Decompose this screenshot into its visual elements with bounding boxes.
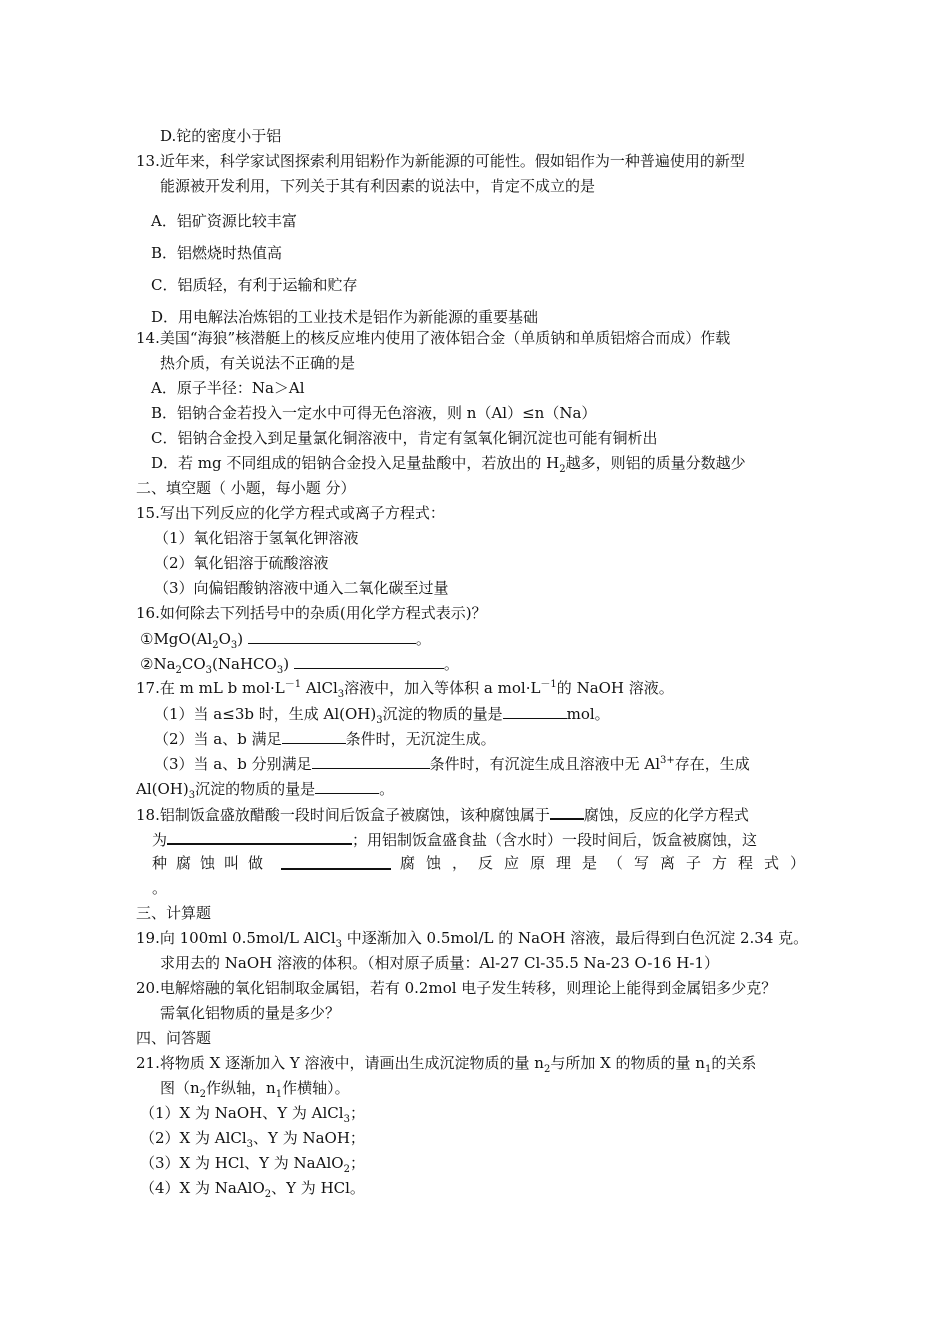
q20-line1: 20.电解熔融的氧化铝制取金属铝，若有 0.2mol 电子发生转移，则理论上能得到金属铝多少克？ [136,979,777,997]
q13-stem-line1: 13.近年来，科学家试图探索利用铝粉作为新能源的可能性。假如铝作为一种普遍使用的新型 [136,152,745,170]
q14-stem-line2: 热介质，有关说法不正确的是 [160,354,356,372]
section-fill-in-heading: 二、填空题（ 小题，每小题 分） [136,479,356,497]
q14-option-c: C．铝钠合金投入到足量氯化铜溶液中，肯定有氢氧化铜沉淀也可能有铜析出 [151,429,658,447]
q21-item-3: （3）X 为 HCl、Y 为 NaAlO$_2$； [140,1154,365,1175]
q15-item-3: （3）向偏铝酸钠溶液中通入二氧化碳至过量 [154,579,449,597]
q18-blank-3[interactable] [281,853,391,870]
q13-option-c: C．铝质轻，有利于运输和贮存 [151,276,358,294]
q21-line1: 21.将物质 X 逐渐加入 Y 溶液中，请画出生成沉淀物质的量 $n_2$与所加 X 的物质的量 $n_1$的关系 [136,1054,757,1075]
q17-blank-4[interactable] [315,778,379,794]
q14-option-d: D．若 mg 不同组成的铝钠合金投入足量盐酸中，若放出的 $H_2$越多，则铝的质量分数越少 [151,454,746,475]
q17-blank-2[interactable] [282,728,346,744]
q21-line2: 图（$n_2$作纵轴，$n_1$作横轴）。 [160,1079,350,1100]
q15-item-2: （2）氧化铝溶于硫酸溶液 [154,554,329,572]
q18-blank-2[interactable] [167,828,352,845]
q16-blank-2[interactable] [294,653,444,669]
q21-item-4: （4）X 为 NaAlO$_2$、Y 为 HCl。 [140,1179,365,1200]
q17-item-3-cont: $Al(OH)_3$沉淀的物质的量是 。 [136,780,395,801]
section-qa-heading: 四、问答题 [136,1029,212,1047]
q16-stem: 16.如何除去下列括号中的杂质(用化学方程式表示)？ [136,604,487,622]
q18-line3: 种腐蚀叫做 腐蚀，反应原理是（写离子方程式） [152,854,816,872]
q13-stem-line2: 能源被开发利用，下列关于其有利因素的说法中，肯定不成立的是 [160,177,596,195]
q15-item-1: （1）氧化铝溶于氢氧化钾溶液 [154,529,359,547]
q21-item-1: （1）X 为 NaOH、Y 为 AlCl$_3$； [140,1104,365,1125]
q13-option-b: B．铝燃烧时热值高 [151,244,283,262]
q14-option-a: A．原子半径：Na＞Al [151,379,305,397]
q12-option-d: D.铊的密度小于铝 [160,127,282,145]
q18-line1: 18.铝制饭盒盛放醋酸一段时间后饭盒子被腐蚀，该种腐蚀属于 腐蚀，反应的化学方程式 [136,803,749,823]
q19-line2: 求用去的 NaOH 溶液的体积。（相对原子质量：Al-27 Cl-35.5 Na-23 O-16 H-1） [160,954,720,972]
q16-item-1: $①MgO(Al_2O_3)$ 。 [140,630,431,651]
q13-option-d: D．用电解法冶炼铝的工业技术是铝作为新能源的重要基础 [151,308,539,326]
q16-item-2: $②Na_2CO_3(NaHCO_3)$ 。 [140,655,459,676]
q18-line2: 为 ；用铝制饭盒盛食盐（含水时）一段时间后，饭盒被腐蚀，这 [152,828,757,848]
q17-stem: 17.在 m mL b $mol\cdot L^{-1}$ AlCl$_3$溶液中，加入等体积 a $mol\cdot L^{-1}$的 NaOH 溶液。 [136,679,674,700]
q18-blank-1[interactable] [550,803,584,820]
q14-option-b: B．铝钠合金若投入一定水中可得无色溶液，则 n（Al）≤n（Na） [151,404,597,422]
q17-item-3: （3）当 a、b 分别满足 条件时，有沉淀生成且溶液中无 $Al^{3+}$存在，生成 [154,755,750,773]
q17-item-2: （2）当 a、b 满足 条件时，无沉淀生成。 [154,730,496,748]
section-calculation-heading: 三、计算题 [136,904,212,922]
q21-item-2: （2）X 为 AlCl$_3$、Y 为 NaOH； [140,1129,365,1150]
q19-line1: 19.向 100ml 0.5mol/L AlCl$_3$ 中逐渐加入 0.5mol/L 的 NaOH 溶液，最后得到白色沉淀 2.34 克。 [136,929,809,950]
q15-stem: 15.写出下列反应的化学方程式或离子方程式： [136,504,445,522]
q17-blank-1[interactable] [503,703,567,719]
q14-stem-line1: 14.美国“海狼”核潜艇上的核反应堆内使用了液体铝合金（单质钠和单质铝熔合而成）作载 [136,329,731,347]
q18-line4: 。 [152,879,168,897]
q17-blank-3[interactable] [312,753,430,769]
q20-line2: 需氧化铝物质的量是多少？ [160,1004,341,1022]
q17-item-1: （1）当 a≤3b 时，生成 $Al(OH)_3$沉淀的物质的量是 mol。 [154,705,610,726]
q13-option-a: A．铝矿资源比较丰富 [151,212,297,230]
q16-blank-1[interactable] [248,628,416,644]
